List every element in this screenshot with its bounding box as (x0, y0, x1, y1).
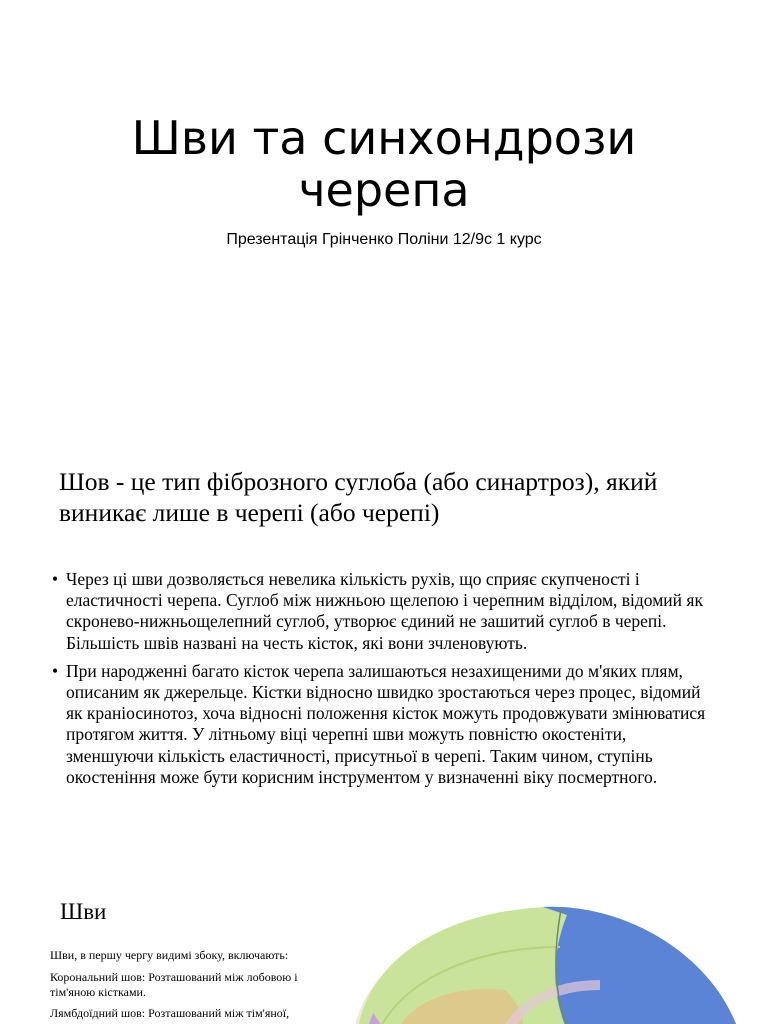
sutures-title: Шви (60, 899, 107, 924)
title-slide (0, 0, 768, 430)
bullet-icon: • (52, 569, 59, 589)
bullet-list (0, 569, 768, 795)
definition-heading: Шов - це тип фіброзного суглоба (або синартроз), який виникає лише в черепі (або черепі) (59, 467, 658, 527)
definition-slide (0, 430, 768, 860)
lambdoid-suture-text: Лямбдоїдний шов: Розташований між тім'яної, (50, 1006, 290, 1020)
presentation-subtitle: Презентація Грінченко Поліни 12/9с 1 курс (226, 231, 542, 248)
sutures-intro: Шви, в першу чергу видимі збоку, включають: (50, 948, 289, 962)
skull-illustration (355, 885, 745, 1024)
sutures-slide (0, 860, 768, 1024)
coronal-suture-text: Корональний шов: Розташований між лобовою і тім'яною кістками. (50, 970, 298, 999)
parietal-bone (543, 907, 740, 1024)
list-item (0, 569, 706, 654)
list-item (0, 661, 706, 788)
presentation-title: Шви та синхондрози черепа (131, 111, 637, 217)
bullet-text: При народженні багато кісток черепа залишаються незахищеними до м'яких плям, описаним як джерельце. Кістки відносно швидко зростаються через процес, відомий як краніосинотоз, хоча відносні положення кісток можуть продовжувати змінюватися протягом життя. У літньому віці черепні шви можуть повністю окостеніти, зменшуючи кількість еластичності, присутньої в черепі. Таким чином, ступінь окостеніння може бути корисним інструментом у визначенні віку посмертного. (66, 660, 706, 787)
bullet-text: Через ці шви дозволяється невелика кількість рухів, що сприяє скупченості і еластичності черепа. Суглоб між нижньою щелепою і черепним відділом, відомий як скронево-нижньощелепний суглоб, утворює єдиний не зашитий суглоб в черепі. Більшість швів названі на честь кісток, які вони зчленовують. (66, 569, 703, 653)
bullet-icon: • (52, 660, 59, 681)
